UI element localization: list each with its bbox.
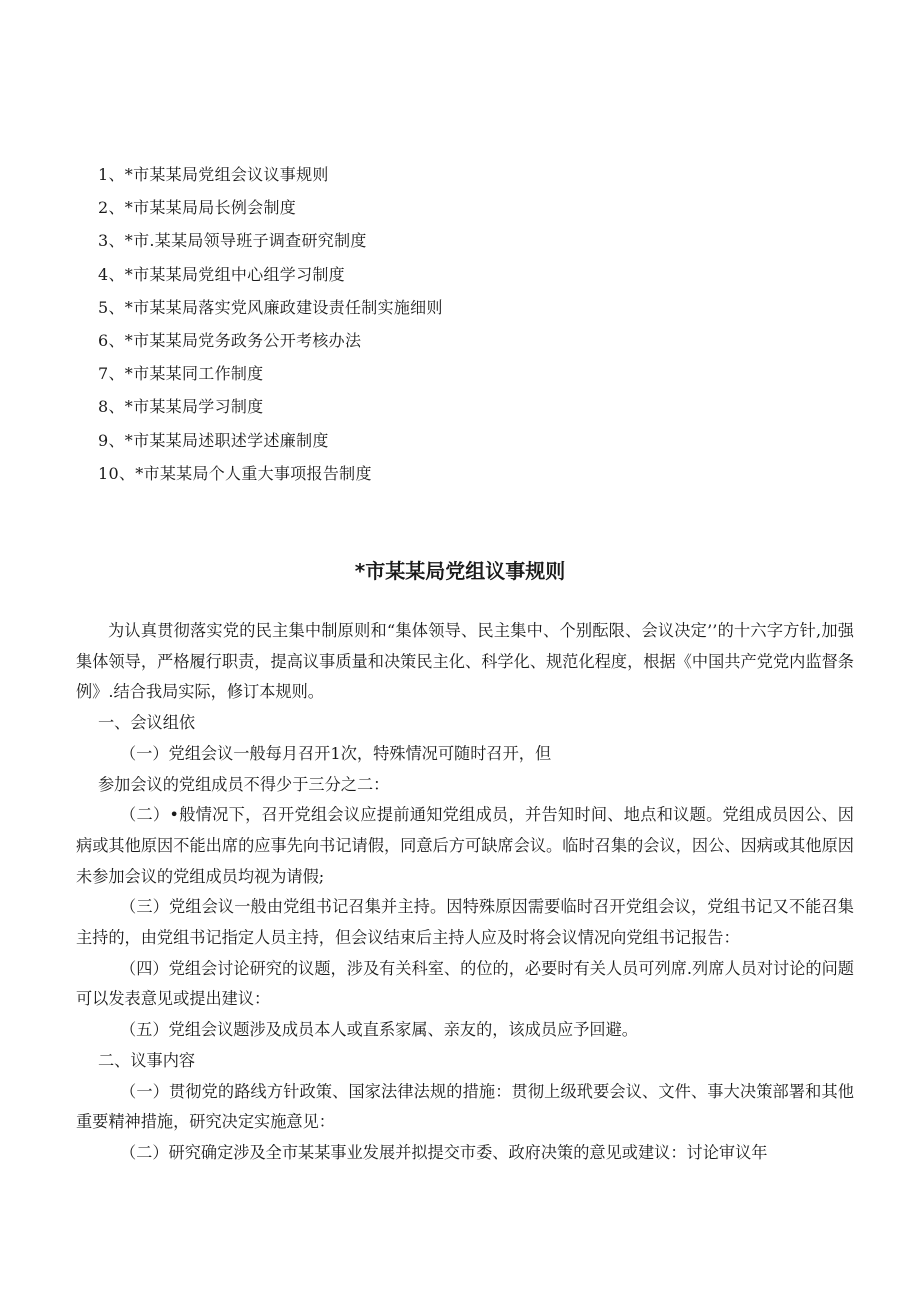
toc-item-5: 5、*市某某局落实党风廉政建设责任制实施细则 — [98, 297, 443, 317]
clause-1-1-continued: 参加会议的党组成员不得少于三分之二： — [98, 774, 390, 794]
table-of-contents — [98, 158, 798, 490]
toc-item-9: 9、*市某某局述职述学述廉制度 — [98, 430, 329, 450]
document-title: *市某某局党组议事规则 — [354, 559, 566, 583]
clause-1-4: （四）党组会讨论研究的议题，涉及有关科室、的位的，必要时有关人员可列席.列席人员对讨论的问题可以发表意见或提出建议： — [76, 958, 854, 1009]
clause-2-2: （二）研究确定涉及全市某某事业发展并拟提交市委、政府决策的意见或建议：讨论审议年 — [120, 1142, 768, 1162]
section-heading-1: 一、会议组依 — [98, 713, 196, 733]
toc-item-4: 4、*市某某局党组中心组学习制度 — [98, 264, 345, 284]
clause-1-2: （二）•般情况下，召开党组会议应提前通知党组成员，并告知时间、地点和议题。党组成员因公、因病或其他原因不能出席的应事先向书记请假，同意后方可缺席会议。临时召集的会议，因公、因病或其他原因未参加会议的党组成员均视为请假; — [76, 805, 854, 886]
toc-item-1: 1、*市某某局党组会议议事规则 — [98, 165, 329, 184]
clause-2-1: （一）贯彻党的路线方针政策、国家法律法规的措施：贯彻上级玳要会议、文件、事大决策部署和其他重要精神措施，研究决定实施意见： — [76, 1081, 854, 1132]
toc-item-6: 6、*市某某局党务政务公开考核办法 — [98, 331, 362, 351]
toc-item-8: 8、*市某某局学习制度 — [98, 397, 264, 417]
clause-1-5: （五）党组会议题涉及成员本人或直系家属、亲友的，该成员应予回避。 — [120, 1020, 638, 1040]
section-heading-2: 二、议事内容 — [98, 1050, 196, 1070]
toc-item-2: 2、*市某某局局长例会制度 — [98, 198, 297, 218]
clause-1-3: （三）党组会议一般由党组书记召集并主持。因特殊原因需要临时召开党组会议，党组书记又不能召集主持的，由党组书记指定人员主持，但会议结束后主持人应及时将会议情况向党组书记报告： — [76, 897, 854, 948]
toc-item-10: 10、*市某某局个人重大事项报告制度 — [98, 463, 372, 483]
clause-1-1: （一）党组会议一般每月召开1次，特殊情况可随时召开，但 — [120, 743, 552, 763]
toc-item-3: 3、*市.某某局领导班子调查研究制度 — [98, 231, 367, 251]
document-body — [76, 616, 854, 1169]
toc-item-7: 7、*市某某同工作制度 — [98, 364, 264, 384]
intro-paragraph: 为认真贯彻落实党的民主集中制原则和“集体领导、民主集中、个别酝限、会议决定’’的十六字方针,加强集体领导，严格履行职责，提高议事质量和决策民主化、科学化、规范化程度，根据《中国共产党党内监督条例》.结合我局实际，修订本规则。 — [76, 621, 854, 702]
